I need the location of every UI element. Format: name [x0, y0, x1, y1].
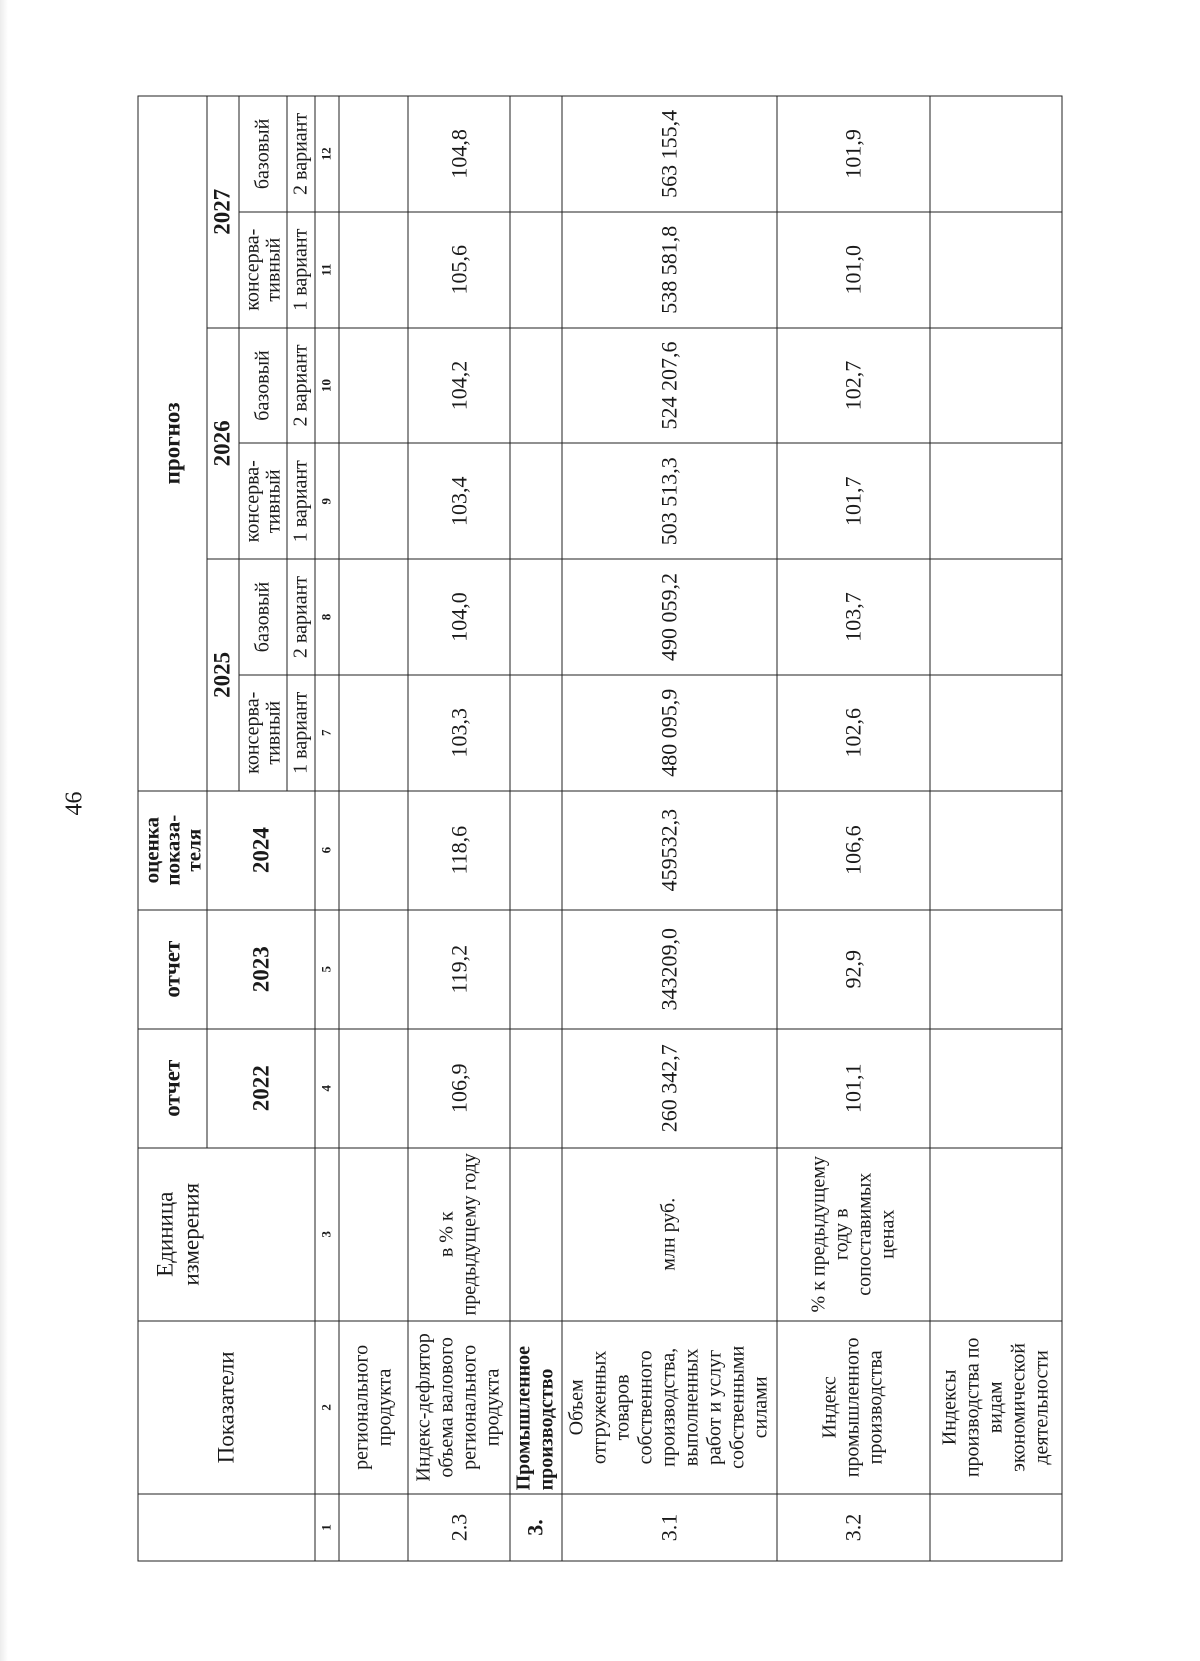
cell-value: 524 207,6: [562, 328, 778, 444]
cell-value: 103,7: [777, 559, 930, 675]
col-num: 5: [315, 910, 338, 1029]
cell-value: 343209,0: [562, 910, 778, 1029]
row-number: 3.: [510, 1494, 562, 1561]
column-numbers-row: [315, 96, 338, 1561]
cell-value: 490 059,2: [562, 559, 778, 675]
header-report-2022: отчет: [138, 1029, 207, 1148]
variant-1: 1 вариант: [287, 675, 315, 791]
year-2023: 2023: [207, 910, 315, 1029]
cell-value: 119,2: [408, 910, 510, 1029]
cell-value: 101,1: [777, 1029, 930, 1148]
cell-value: 92,9: [777, 910, 930, 1029]
variant-1: 1 вариант: [287, 443, 315, 559]
col-num: 2: [315, 1321, 338, 1494]
row-indicator: Объем отгруженных товаров собственного производства, выполненных работ и услуг собственными силами: [562, 1321, 778, 1494]
cell-value: 103,4: [408, 443, 510, 559]
variant-type-base: базовый: [239, 96, 287, 212]
cell-value: 459532,3: [562, 791, 778, 910]
cell-value: [339, 910, 408, 1029]
row-unit: млн руб.: [562, 1148, 778, 1321]
cell-value: [510, 212, 562, 328]
header-estimate: оценка показа-теля: [138, 791, 207, 910]
cell-value: 103,3: [408, 675, 510, 791]
cell-value: [930, 328, 1062, 444]
row-indicator: Индекс-дефлятор объема валового регионального продукта: [408, 1321, 510, 1494]
cell-value: [930, 559, 1062, 675]
table-row-section: [510, 96, 562, 1561]
cell-value: [930, 212, 1062, 328]
row-number: 3.2: [777, 1494, 930, 1561]
cell-value: [510, 675, 562, 791]
variant-type-conservative: консерва-тивный: [239, 443, 287, 559]
forecast-table-rotated: [138, 96, 1063, 1562]
col-num: 7: [315, 675, 338, 791]
year-2027: 2027: [207, 96, 239, 328]
table-row: [930, 96, 1062, 1561]
cell-value: 538 581,8: [562, 212, 778, 328]
variant-type-base: базовый: [239, 328, 287, 444]
row-indicator: Промышленное производство: [510, 1321, 562, 1494]
cell-value: [510, 1029, 562, 1148]
year-2025: 2025: [207, 559, 239, 791]
cell-value: 260 342,7: [562, 1029, 778, 1148]
cell-value: [339, 675, 408, 791]
row-number: 3.1: [562, 1494, 778, 1561]
cell-value: [510, 96, 562, 212]
cell-value: 102,6: [777, 675, 930, 791]
row-number: [930, 1494, 1062, 1561]
col-num: 12: [315, 96, 338, 212]
row-unit: % к предыдущему году в сопоставимых ценах: [777, 1148, 930, 1321]
year-2026: 2026: [207, 328, 239, 560]
cell-value: [930, 675, 1062, 791]
page-number: 46: [61, 791, 88, 816]
cell-value: [930, 96, 1062, 212]
header-num-cell: [138, 1494, 315, 1561]
cell-value: [930, 443, 1062, 559]
cell-value: [339, 443, 408, 559]
cell-value: [930, 1029, 1062, 1148]
row-unit: [510, 1148, 562, 1321]
col-num: 3: [315, 1148, 338, 1321]
cell-value: 101,0: [777, 212, 930, 328]
row-number: 2.3: [408, 1494, 510, 1561]
cell-value: [510, 791, 562, 910]
row-indicator: Индексы производства по видам экономической деятельности: [930, 1321, 1062, 1494]
cell-value: [339, 96, 408, 212]
header-unit: Единица измерения: [138, 1148, 315, 1321]
row-unit: [339, 1148, 408, 1321]
cell-value: [930, 910, 1062, 1029]
cell-value: 102,7: [777, 328, 930, 444]
col-num: 1: [315, 1494, 338, 1561]
table-row: [339, 96, 408, 1561]
col-num: 4: [315, 1029, 338, 1148]
cell-value: 105,6: [408, 212, 510, 328]
year-2022: 2022: [207, 1029, 315, 1148]
cell-value: [510, 443, 562, 559]
scan-edge: [0, 0, 8, 1661]
row-indicator: Индекс промышленного производства: [777, 1321, 930, 1494]
variant-2: 2 вариант: [287, 96, 315, 212]
variant-type-conservative: консерва-тивный: [239, 212, 287, 328]
header-forecast: прогноз: [138, 96, 207, 791]
cell-value: 106,6: [777, 791, 930, 910]
col-num: 6: [315, 791, 338, 910]
cell-value: 101,7: [777, 443, 930, 559]
col-num: 10: [315, 328, 338, 444]
table-row: [408, 96, 510, 1561]
col-num: 9: [315, 443, 338, 559]
cell-value: 106,9: [408, 1029, 510, 1148]
variant-1: 1 вариант: [287, 212, 315, 328]
cell-value: [339, 1029, 408, 1148]
variant-type-base: базовый: [239, 559, 287, 675]
cell-value: 104,8: [408, 96, 510, 212]
cell-value: [339, 212, 408, 328]
table-row: [777, 96, 930, 1561]
col-num: 11: [315, 212, 338, 328]
cell-value: 480 095,9: [562, 675, 778, 791]
variant-2: 2 вариант: [287, 559, 315, 675]
row-number: [339, 1494, 408, 1561]
cell-value: [339, 328, 408, 444]
cell-value: 563 155,4: [562, 96, 778, 212]
variant-2: 2 вариант: [287, 328, 315, 444]
forecast-table: [138, 96, 1063, 1562]
row-unit: [930, 1148, 1062, 1321]
row-unit: в % к предыдущему году: [408, 1148, 510, 1321]
cell-value: 503 513,3: [562, 443, 778, 559]
cell-value: [339, 559, 408, 675]
cell-value: [510, 328, 562, 444]
col-num: 8: [315, 559, 338, 675]
row-indicator: регионального продукта: [339, 1321, 408, 1494]
cell-value: [339, 791, 408, 910]
cell-value: 101,9: [777, 96, 930, 212]
cell-value: 104,2: [408, 328, 510, 444]
cell-value: [510, 910, 562, 1029]
cell-value: 104,0: [408, 559, 510, 675]
header-report-2023: отчет: [138, 910, 207, 1029]
cell-value: [930, 791, 1062, 910]
cell-value: [510, 559, 562, 675]
variant-type-conservative: консерва-тивный: [239, 675, 287, 791]
year-2024: 2024: [207, 791, 315, 910]
table-row: [562, 96, 778, 1561]
header-indicators: Показатели: [138, 1321, 315, 1494]
cell-value: 118,6: [408, 791, 510, 910]
